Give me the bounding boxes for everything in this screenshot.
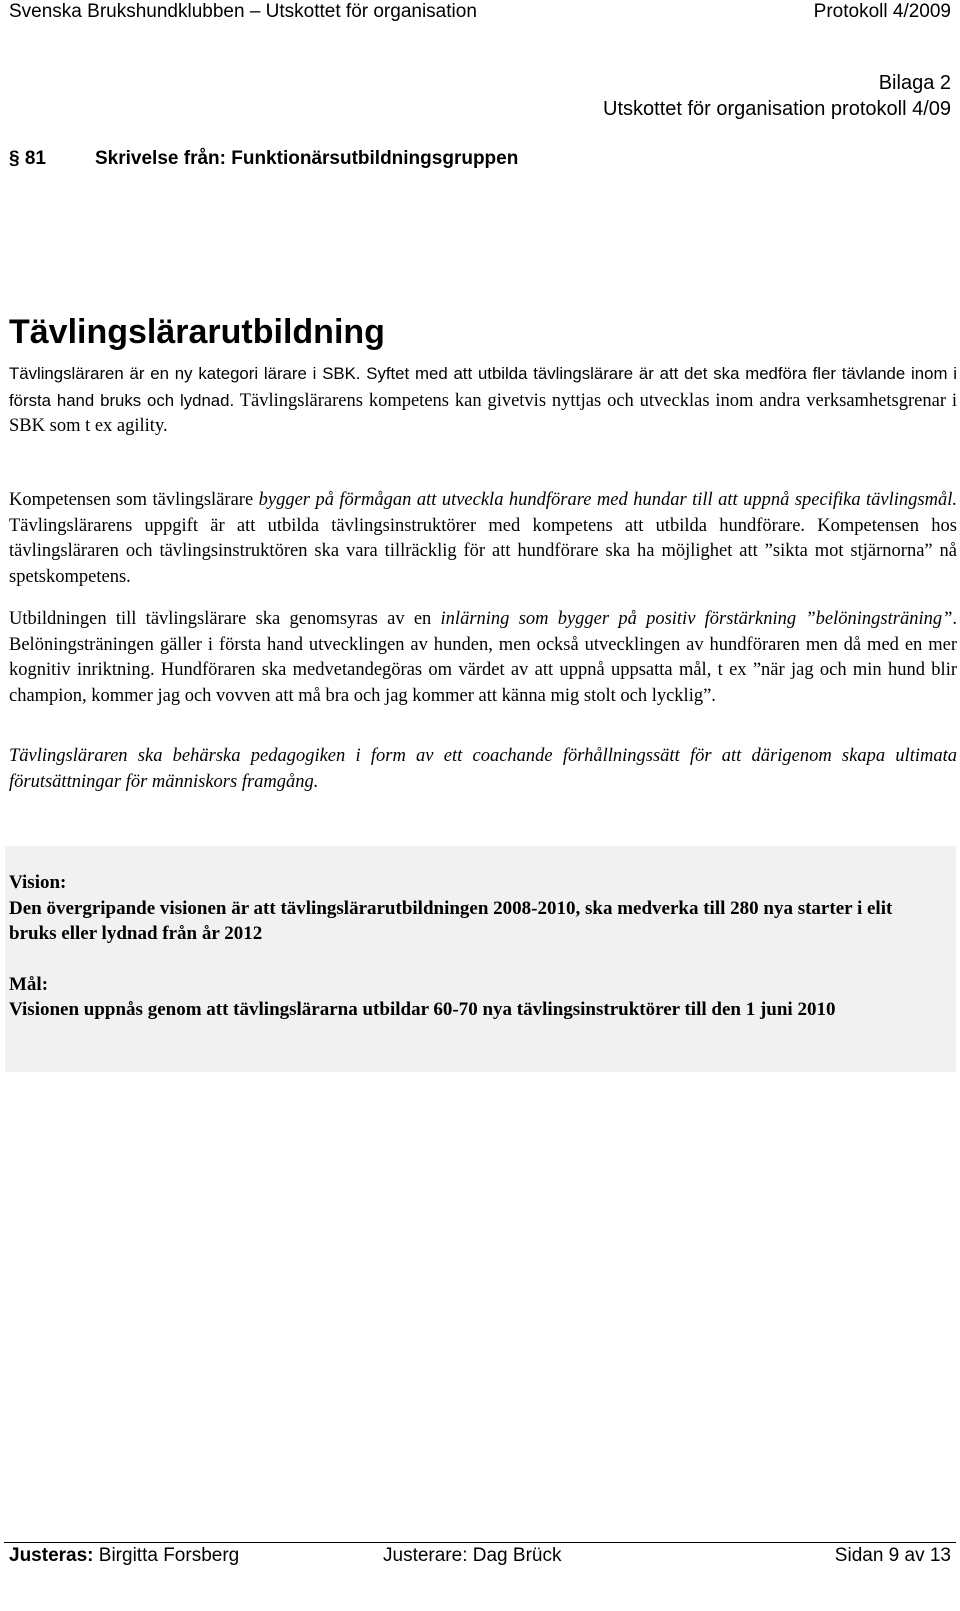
footer-adjuster1 <box>9 1544 239 1568</box>
paragraph-intro <box>9 361 957 440</box>
vision-content <box>9 870 939 1023</box>
vision-box <box>5 846 956 1072</box>
footer-divider <box>4 1542 956 1543</box>
page-footer <box>9 1544 951 1570</box>
attachment-block <box>603 70 951 122</box>
intro-part1: Tävlingsläraren är en ny kategori lärare i SBK. <box>9 364 367 383</box>
attachment-subtitle: Utskottet för organisation protokoll 4/09 <box>603 98 951 120</box>
intro-part3: Tävlingslärarens kompetens kan givetvis nyttjas och utvecklas inom andra verksamhetsgrenar i SBK som t ex agility. <box>9 390 957 436</box>
document-title: Tävlingslärarutbildning <box>9 313 385 351</box>
adjuster1-label: Justeras: <box>9 1545 94 1566</box>
header-protocol: Protokoll 4/2009 <box>813 1 951 22</box>
education-rest: . Belöningsträningen gäller i första hand utvecklingen av hunden, men också utvecklingen av hundföraren men då med en mer kognitiv inriktning. Hundföraren ska medvetandegöras om värdet av att uppnå uppsatta mål, t ex ”när jag och min hund blir champion, kommer jag och vovven att må bra och jag kommer att känna mig stolt och lycklig”. <box>9 609 958 706</box>
section-number: § 81 <box>9 148 46 169</box>
competence-italic: bygger på förmågan att utveckla hundförare med hundar till att uppnå specifika tävlingsmål. <box>258 490 957 510</box>
paragraph-competence <box>9 488 957 590</box>
vision-label: Vision: <box>9 872 67 893</box>
section-heading <box>9 146 518 172</box>
attachment-label: Bilaga 2 <box>878 72 951 94</box>
education-italic: inlärning som bygger på positiv förstärkning ”belöningsträning” <box>440 609 953 629</box>
intro-part2: Syftet med att utbilda tävlingslärare är att det ska medföra fler tävlande inom i första hand bruks och lydnad. <box>9 364 957 410</box>
vision-spacer <box>9 947 939 972</box>
education-lead: Utbildningen till tävlingslärare ska genomsyras av en <box>9 609 441 629</box>
paragraph-pedagogy <box>9 744 957 795</box>
pedagogy-text: Tävlingsläraren ska behärska pedagogiken i form av ett coachande förhållningssätt för att därigenom skapa ultimata förutsättningar för människors framgång. <box>9 746 957 792</box>
goal-label: Mål: <box>9 973 49 995</box>
vision-text: Den övergripande visionen är att tävlingslärarutbildningen 2008-2010, ska medverka till 280 nya starter i elit bruks eller lydnad från år 2012 <box>9 897 893 944</box>
paragraph-education <box>9 607 957 709</box>
footer-page-number: Sidan 9 av 13 <box>834 1545 951 1566</box>
competence-rest: Tävlingslärarens uppgift är att utbilda tävlingsinstruktörer med kompetens att utbilda hundförare. Kompetensen hos tävlingsläraren och tävlingsinstruktören ska vara tillräcklig för att hundförare ska ha möjlighet att ”sikta mot stjärnorna” nå spetskompetens. <box>9 515 957 587</box>
competence-lead: Kompetensen som tävlingslärare <box>9 490 259 510</box>
header-organization: Svenska Brukshundklubben – Utskottet för organisation <box>9 1 477 22</box>
section-title: Skrivelse från: Funktionärsutbildningsgruppen <box>95 148 519 169</box>
adjuster1-name: Birgitta Forsberg <box>93 1545 240 1566</box>
footer-adjuster2: Justerare: Dag Brück <box>383 1545 562 1566</box>
page-header <box>9 0 951 26</box>
goal-text: Visionen uppnås genom att tävlingslärarna utbildar 60-70 nya tävlingsinstruktörer till den 1 juni 2010 <box>9 999 836 1020</box>
